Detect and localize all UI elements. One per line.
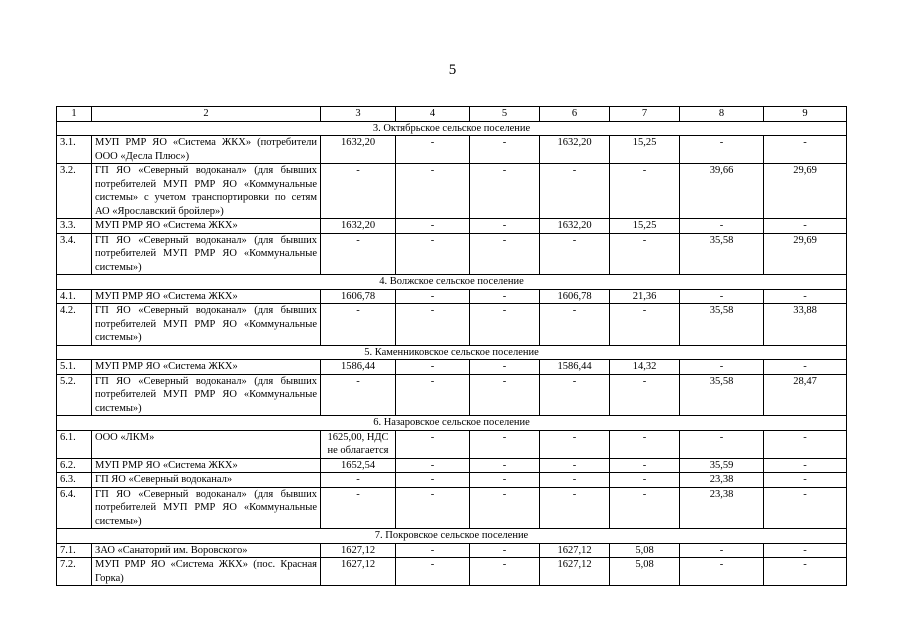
header-cell: 8	[680, 107, 764, 122]
section-row	[57, 121, 847, 136]
value-cell-c3: -	[321, 304, 396, 346]
value-cell-c4: -	[396, 543, 470, 558]
header-cell: 1	[57, 107, 92, 122]
section-row	[57, 275, 847, 290]
row-number: 7.2.	[57, 558, 92, 586]
table-row	[57, 458, 847, 473]
value-cell-c8: 23,38	[680, 473, 764, 488]
value-cell-c8: -	[680, 558, 764, 586]
value-cell-c6: -	[540, 473, 610, 488]
value-cell-c6: -	[540, 458, 610, 473]
value-cell-c5: -	[470, 233, 540, 275]
row-number: 4.2.	[57, 304, 92, 346]
value-cell-c6: 1586,44	[540, 360, 610, 375]
value-cell-c7: 15,25	[610, 136, 680, 164]
row-number: 5.1.	[57, 360, 92, 375]
value-cell-c8: 35,59	[680, 458, 764, 473]
row-number: 3.4.	[57, 233, 92, 275]
value-cell-c7: 21,36	[610, 289, 680, 304]
value-cell-c6: 1632,20	[540, 219, 610, 234]
row-number: 3.2.	[57, 164, 92, 219]
value-cell-c9: -	[764, 360, 847, 375]
header-cell: 3	[321, 107, 396, 122]
value-cell-c9: -	[764, 473, 847, 488]
value-cell-c6: -	[540, 430, 610, 458]
header-cell: 5	[470, 107, 540, 122]
organization-name: ГП ЯО «Северный водоканал» (для бывших потребителей МУП РМР ЯО «Коммунальные системы»)	[92, 233, 321, 275]
value-cell-c5: -	[470, 473, 540, 488]
organization-name: МУП РМР ЯО «Система ЖКХ»	[92, 219, 321, 234]
table-row	[57, 136, 847, 164]
value-cell-c4: -	[396, 136, 470, 164]
table-row	[57, 289, 847, 304]
row-number: 5.2.	[57, 374, 92, 416]
value-cell-c7: 15,25	[610, 219, 680, 234]
value-cell-c8: -	[680, 289, 764, 304]
section-row	[57, 529, 847, 544]
value-cell-c7: -	[610, 458, 680, 473]
section-title: 6. Назаровское сельское поселение	[57, 416, 847, 431]
value-cell-c9: 29,69	[764, 233, 847, 275]
organization-name: МУП РМР ЯО «Система ЖКХ» (пос. Красная Горка)	[92, 558, 321, 586]
header-cell: 6	[540, 107, 610, 122]
value-cell-c6: 1632,20	[540, 136, 610, 164]
organization-name: ГП ЯО «Северный водоканал» (для бывших потребителей МУП РМР ЯО «Коммунальные системы» с учетом транспортировки по сетям АО «Ярославский бройлер»)	[92, 164, 321, 219]
value-cell-c8: 35,58	[680, 304, 764, 346]
value-cell-c6: 1627,12	[540, 543, 610, 558]
value-cell-c9: -	[764, 458, 847, 473]
organization-name: ЗАО «Санаторий им. Воровского»	[92, 543, 321, 558]
value-cell-c7: -	[610, 430, 680, 458]
table-row	[57, 543, 847, 558]
value-cell-c7: 5,08	[610, 558, 680, 586]
value-cell-c7: -	[610, 164, 680, 219]
value-cell-c4: -	[396, 233, 470, 275]
value-cell-c8: -	[680, 430, 764, 458]
row-number: 6.1.	[57, 430, 92, 458]
value-cell-c3: -	[321, 233, 396, 275]
value-cell-c9: -	[764, 219, 847, 234]
value-cell-c6: 1627,12	[540, 558, 610, 586]
value-cell-c5: -	[470, 374, 540, 416]
value-cell-c3: -	[321, 473, 396, 488]
value-cell-c9: -	[764, 558, 847, 586]
table-row	[57, 430, 847, 458]
table-row	[57, 558, 847, 586]
value-cell-c9: 29,69	[764, 164, 847, 219]
value-cell-c4: -	[396, 473, 470, 488]
value-cell-c7: -	[610, 304, 680, 346]
value-cell-c8: -	[680, 219, 764, 234]
table-body	[57, 107, 847, 586]
value-cell-c7: -	[610, 473, 680, 488]
table-row	[57, 360, 847, 375]
value-cell-c9: 28,47	[764, 374, 847, 416]
value-cell-c5: -	[470, 136, 540, 164]
header-cell: 9	[764, 107, 847, 122]
value-cell-c4: -	[396, 487, 470, 529]
value-cell-c7: -	[610, 374, 680, 416]
header-row	[57, 107, 847, 122]
value-cell-c5: -	[470, 164, 540, 219]
value-cell-c4: -	[396, 289, 470, 304]
table-row	[57, 164, 847, 219]
value-cell-c4: -	[396, 430, 470, 458]
value-cell-c3: 1606,78	[321, 289, 396, 304]
value-cell-c6: -	[540, 233, 610, 275]
value-cell-c9: -	[764, 430, 847, 458]
organization-name: ГП ЯО «Северный водоканал» (для бывших потребителей МУП РМР ЯО «Коммунальные системы»)	[92, 487, 321, 529]
value-cell-c7: 5,08	[610, 543, 680, 558]
value-cell-c3: -	[321, 374, 396, 416]
row-number: 7.1.	[57, 543, 92, 558]
value-cell-c6: -	[540, 164, 610, 219]
row-number: 6.3.	[57, 473, 92, 488]
value-cell-c3: 1627,12	[321, 558, 396, 586]
header-cell: 7	[610, 107, 680, 122]
value-cell-c8: 35,58	[680, 233, 764, 275]
organization-name: МУП РМР ЯО «Система ЖКХ»	[92, 289, 321, 304]
value-cell-c4: -	[396, 360, 470, 375]
header-cell: 2	[92, 107, 321, 122]
value-cell-c4: -	[396, 458, 470, 473]
table-row	[57, 473, 847, 488]
value-cell-c6: -	[540, 304, 610, 346]
value-cell-c3: 1625,00, НДС не облагается	[321, 430, 396, 458]
value-cell-c4: -	[396, 374, 470, 416]
value-cell-c5: -	[470, 558, 540, 586]
value-cell-c3: -	[321, 164, 396, 219]
table-row	[57, 233, 847, 275]
value-cell-c5: -	[470, 543, 540, 558]
value-cell-c5: -	[470, 430, 540, 458]
value-cell-c7: -	[610, 487, 680, 529]
value-cell-c5: -	[470, 219, 540, 234]
organization-name: МУП РМР ЯО «Система ЖКХ» (потребители ООО «Десла Плюс»)	[92, 136, 321, 164]
section-title: 5. Каменниковское сельское поселение	[57, 345, 847, 360]
page-number: 5	[448, 62, 457, 78]
value-cell-c4: -	[396, 164, 470, 219]
value-cell-c8: -	[680, 543, 764, 558]
value-cell-c9: -	[764, 487, 847, 529]
value-cell-c5: -	[470, 360, 540, 375]
row-number: 6.4.	[57, 487, 92, 529]
value-cell-c4: -	[396, 304, 470, 346]
value-cell-c5: -	[470, 458, 540, 473]
value-cell-c7: 14,32	[610, 360, 680, 375]
organization-name: МУП РМР ЯО «Система ЖКХ»	[92, 360, 321, 375]
value-cell-c4: -	[396, 219, 470, 234]
organization-name: ГП ЯО «Северный водоканал» (для бывших потребителей МУП РМР ЯО «Коммунальные системы»)	[92, 374, 321, 416]
value-cell-c8: 23,38	[680, 487, 764, 529]
value-cell-c8: 35,58	[680, 374, 764, 416]
organization-name: ООО «ЛКМ»	[92, 430, 321, 458]
section-title: 3. Октябрьское сельское поселение	[57, 121, 847, 136]
table-row	[57, 219, 847, 234]
section-row	[57, 416, 847, 431]
value-cell-c8: 39,66	[680, 164, 764, 219]
value-cell-c8: -	[680, 360, 764, 375]
value-cell-c3: 1632,20	[321, 136, 396, 164]
value-cell-c6: -	[540, 487, 610, 529]
value-cell-c5: -	[470, 304, 540, 346]
value-cell-c5: -	[470, 289, 540, 304]
value-cell-c9: -	[764, 136, 847, 164]
value-cell-c9: 33,88	[764, 304, 847, 346]
value-cell-c4: -	[396, 558, 470, 586]
section-title: 7. Покровское сельское поселение	[57, 529, 847, 544]
row-number: 6.2.	[57, 458, 92, 473]
value-cell-c3: 1586,44	[321, 360, 396, 375]
table-row	[57, 487, 847, 529]
value-cell-c9: -	[764, 543, 847, 558]
organization-name: МУП РМР ЯО «Система ЖКХ»	[92, 458, 321, 473]
organization-name: ГП ЯО «Северный водоканал» (для бывших потребителей МУП РМР ЯО «Коммунальные системы»)	[92, 304, 321, 346]
row-number: 3.1.	[57, 136, 92, 164]
value-cell-c7: -	[610, 233, 680, 275]
value-cell-c9: -	[764, 289, 847, 304]
value-cell-c6: 1606,78	[540, 289, 610, 304]
value-cell-c3: 1627,12	[321, 543, 396, 558]
table-row	[57, 304, 847, 346]
organization-name: ГП ЯО «Северный водоканал»	[92, 473, 321, 488]
section-row	[57, 345, 847, 360]
value-cell-c6: -	[540, 374, 610, 416]
value-cell-c3: -	[321, 487, 396, 529]
value-cell-c5: -	[470, 487, 540, 529]
value-cell-c8: -	[680, 136, 764, 164]
row-number: 4.1.	[57, 289, 92, 304]
tariff-table	[56, 106, 847, 586]
section-title: 4. Волжское сельское поселение	[57, 275, 847, 290]
value-cell-c3: 1652,54	[321, 458, 396, 473]
value-cell-c3: 1632,20	[321, 219, 396, 234]
table-row	[57, 374, 847, 416]
row-number: 3.3.	[57, 219, 92, 234]
header-cell: 4	[396, 107, 470, 122]
